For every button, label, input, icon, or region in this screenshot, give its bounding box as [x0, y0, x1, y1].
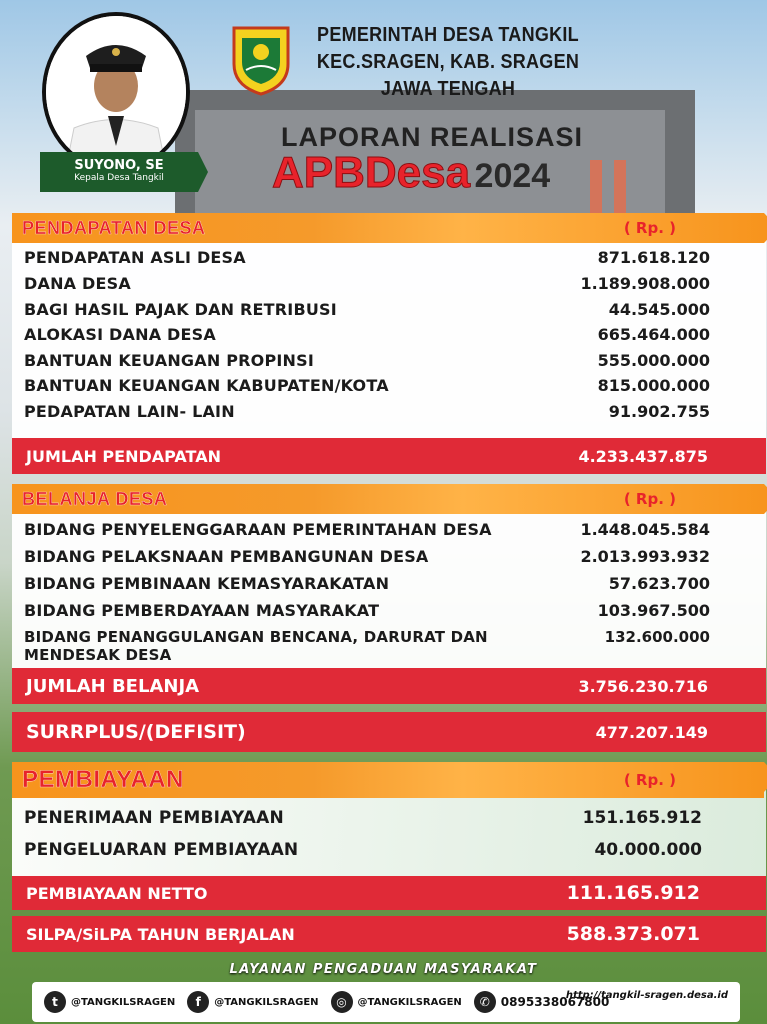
- table-row: PEDAPATAN LAIN- LAIN 91.902.755: [24, 402, 710, 421]
- section-title: BELANJA DESA: [22, 488, 168, 509]
- website-link[interactable]: http://tangkil-sragen.desa.id: [565, 990, 728, 1001]
- government-header: [298, 22, 598, 103]
- report-subtitle: [272, 148, 602, 198]
- jumlah-pendapatan-row: JUMLAH PENDAPATAN 4.233.437.875: [12, 438, 766, 474]
- table-row: ALOKASI DANA DESA 665.464.000: [24, 325, 710, 344]
- twitter-icon: t: [44, 991, 66, 1013]
- table-row: PENERIMAAN PEMBIAYAAN 151.165.912: [24, 808, 702, 828]
- pembiayaan-netto-row: PEMBIAYAAN NETTO 111.165.912: [12, 876, 766, 910]
- table-row: BANTUAN KEUANGAN PROPINSI 555.000.000: [24, 351, 710, 370]
- apbdesa-title: APBDesa: [272, 148, 471, 197]
- belanja-section-header: [12, 484, 764, 514]
- official-role: Kepala Desa Tangkil: [74, 173, 164, 183]
- report-year: 2024: [474, 157, 551, 195]
- instagram-contact[interactable]: ◎ @TANGKILSRAGEN: [331, 991, 462, 1013]
- table-row: BIDANG PEMBERDAYAAN MASYARAKAT 103.967.500: [24, 601, 710, 620]
- facebook-icon: f: [187, 991, 209, 1013]
- currency-unit: ( Rp. ): [623, 490, 676, 508]
- table-row: DANA DESA 1.189.908.000: [24, 274, 710, 293]
- facebook-contact[interactable]: f @TANGKILSRAGEN: [187, 991, 318, 1013]
- sragen-regency-emblem-icon: [230, 24, 292, 96]
- currency-unit: ( Rp. ): [623, 771, 676, 789]
- table-row: BIDANG PENYELENGGARAAN PEMERINTAHAN DESA 1.448.045.584: [24, 520, 710, 539]
- pendapatan-section-header: [12, 213, 764, 243]
- gov-line-2: KEC.SRAGEN, KAB. SRAGEN: [316, 51, 580, 73]
- jumlah-belanja-row: JUMLAH BELANJA 3.756.230.716: [12, 668, 766, 704]
- whatsapp-icon: ✆: [474, 991, 496, 1013]
- footer-title: LAYANAN PENGADUAN MASYARAKAT: [229, 962, 538, 977]
- table-row: BANTUAN KEUANGAN KABUPATEN/KOTA 815.000.000: [24, 376, 710, 395]
- table-row: PENGELUARAN PEMBIAYAAN 40.000.000: [24, 840, 702, 860]
- official-name-tag: [40, 152, 198, 192]
- section-title: PENDAPATAN DESA: [22, 217, 206, 238]
- pendapatan-panel: [12, 228, 766, 442]
- table-row: BIDANG PENANGGULANGAN BENCANA, DARURAT DAN MENDESAK DESA 132.600.000: [24, 628, 710, 664]
- table-row: BIDANG PELAKSNAAN PEMBANGUNAN DESA 2.013.993.932: [24, 547, 710, 566]
- currency-unit: ( Rp. ): [623, 219, 676, 237]
- contact-bar: [32, 982, 740, 1022]
- report-title: LAPORAN REALISASI: [280, 122, 584, 152]
- pembiayaan-section-header: [12, 762, 764, 798]
- official-portrait: [42, 12, 190, 172]
- belanja-panel: [12, 498, 766, 670]
- table-row: BIDANG PEMBINAAN KEMASYARAKATAN 57.623.700: [24, 574, 710, 593]
- silpa-row: SILPA/SiLPA TAHUN BERJALAN 588.373.071: [12, 916, 766, 952]
- instagram-icon: ◎: [331, 991, 353, 1013]
- surplus-defisit-row: SURRPLUS/(DEFISIT) 477.207.149: [12, 712, 766, 752]
- section-title: PEMBIAYAAN: [22, 766, 184, 793]
- twitter-contact[interactable]: t @TANGKILSRAGEN: [44, 991, 175, 1013]
- whatsapp-contact[interactable]: ✆ 0895338067800: [474, 991, 610, 1013]
- table-row: PENDAPATAN ASLI DESA 871.618.120: [24, 248, 710, 267]
- gov-line-1: PEMERINTAH DESA TANGKIL: [317, 24, 579, 46]
- official-name: SUYONO, SE: [74, 158, 164, 173]
- table-row: BAGI HASIL PAJAK DAN RETRIBUSI 44.545.000: [24, 300, 710, 319]
- gov-line-3: JAWA TENGAH: [380, 78, 516, 100]
